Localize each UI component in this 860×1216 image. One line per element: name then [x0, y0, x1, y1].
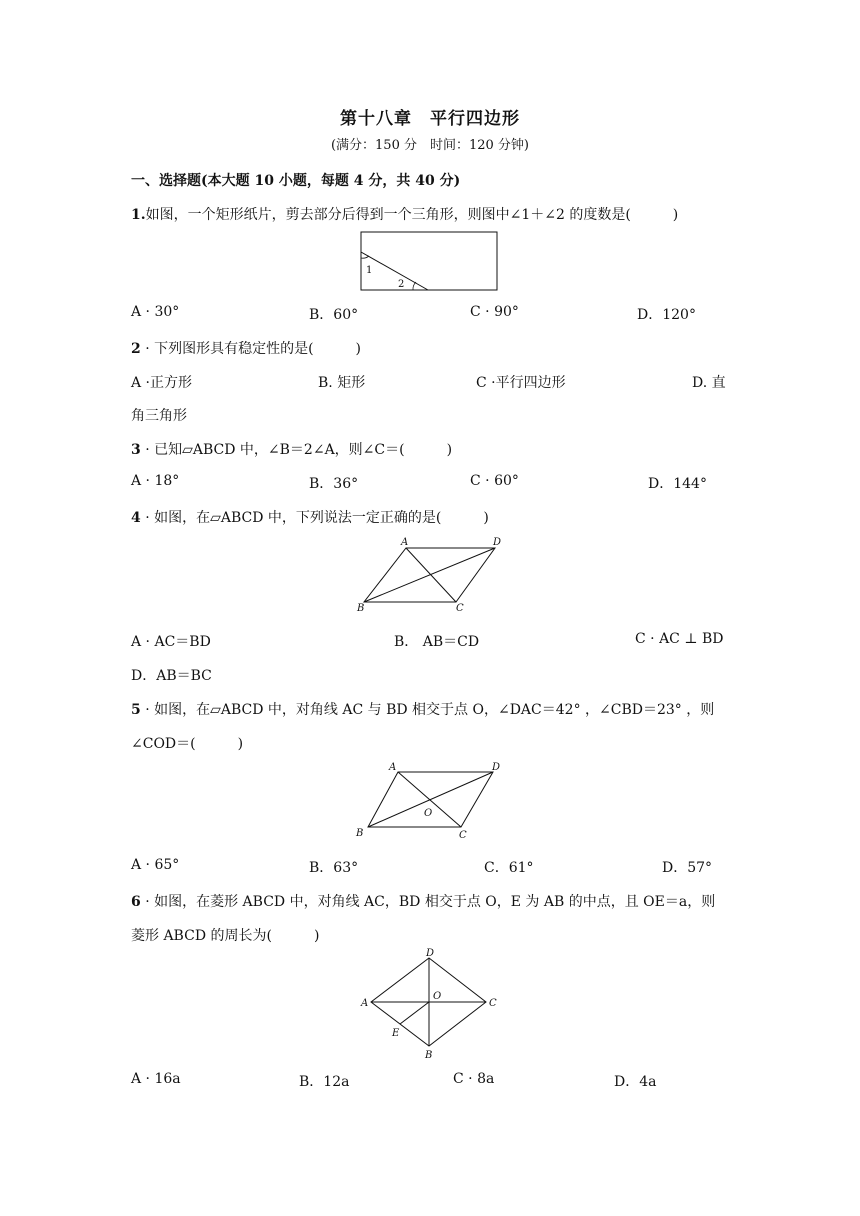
- option-b: B．63°: [309, 860, 359, 876]
- section-heading: 一、选择题(本大题 10 小题，每题 4 分，共 40 分): [131, 173, 461, 189]
- option-c: C · 8a: [453, 1071, 495, 1087]
- vertex-label: D: [492, 762, 501, 773]
- vertex-label: B: [357, 603, 365, 614]
- vertex-label: C: [489, 998, 497, 1009]
- question-number: 1.: [131, 207, 146, 223]
- option-c: C · 90°: [470, 304, 519, 320]
- vertex-label: O: [433, 991, 442, 1002]
- question-5: [131, 699, 714, 719]
- angle-label: 2: [398, 279, 405, 290]
- question-text: · 下列图形具有稳定性的是( ): [140, 341, 362, 357]
- option-b: B．60°: [309, 307, 359, 323]
- vertex-label: O: [424, 808, 433, 819]
- exam-info: (满分：150 分 时间：120 分钟): [330, 138, 530, 153]
- question-3: [131, 439, 452, 459]
- vertex-label: B: [356, 828, 364, 839]
- option-d: D．120°: [637, 307, 696, 323]
- vertex-label: C: [456, 603, 464, 614]
- vertex-label: B: [425, 1050, 433, 1061]
- option-d: D．144°: [648, 476, 707, 492]
- question-4: [131, 507, 489, 527]
- vertex-label: A: [401, 537, 409, 548]
- option-c: C · AC ⊥ BD: [635, 631, 724, 647]
- option-a: A ·正方形: [131, 375, 193, 391]
- option-b: B．36°: [309, 476, 359, 492]
- angle-label: 1: [366, 265, 373, 276]
- rectangle-figure: [355, 228, 505, 294]
- option-a: A · 65°: [131, 857, 180, 873]
- option-d: D．57°: [662, 860, 713, 876]
- question-text-continuation: ∠COD＝( ): [131, 736, 244, 752]
- option-d-continuation: 角三角形: [131, 408, 187, 424]
- option-d: D. 直: [692, 375, 726, 391]
- question-number: 2: [131, 341, 141, 357]
- option-d: D．AB＝BC: [131, 668, 212, 684]
- question-number: 5: [131, 702, 141, 718]
- parallelogram-figure: [350, 760, 510, 842]
- option-b: B． AB＝CD: [394, 634, 480, 650]
- question-2: [131, 338, 361, 358]
- question-text: · 如图，在▱ABCD 中，对角线 AC 与 BD 相交于点 O，∠DAC＝42° ，∠CBD＝23° ，则: [140, 702, 715, 718]
- option-c: C ·平行四边形: [476, 375, 566, 391]
- parallelogram-figure: [350, 536, 510, 618]
- question-number: 4: [131, 510, 141, 526]
- question-6: [131, 891, 715, 911]
- option-a: A · 30°: [131, 304, 180, 320]
- vertex-label: A: [361, 998, 369, 1009]
- question-number: 6: [131, 894, 141, 910]
- vertex-label: D: [493, 537, 502, 548]
- question-text: · 已知▱ABCD 中，∠B＝2∠A，则∠C＝( ): [140, 442, 453, 458]
- vertex-label: C: [459, 830, 467, 841]
- question-number: 3: [131, 442, 141, 458]
- rhombus-figure: [355, 946, 505, 1064]
- option-d: D．4a: [614, 1074, 657, 1090]
- vertex-label: D: [426, 948, 435, 959]
- question-text: · 如图，在▱ABCD 中，下列说法一定正确的是( ): [140, 510, 489, 526]
- question-text: 如图，一个矩形纸片，剪去部分后得到一个三角形，则图中∠1＋∠2 的度数是( ): [145, 207, 679, 223]
- vertex-label: E: [392, 1028, 400, 1039]
- question-text-continuation: 菱形 ABCD 的周长为( ): [131, 928, 320, 944]
- option-a: A · 16a: [131, 1071, 181, 1087]
- option-b: B．12a: [299, 1074, 350, 1090]
- option-a: A · 18°: [131, 473, 180, 489]
- option-c: C．61°: [484, 860, 534, 876]
- option-a: A · AC＝BD: [131, 634, 211, 650]
- vertex-label: A: [389, 762, 397, 773]
- question-1: [131, 204, 678, 224]
- page-title: 第十八章 平行四边形: [340, 109, 520, 129]
- option-b: B. 矩形: [318, 375, 366, 391]
- option-c: C · 60°: [470, 473, 519, 489]
- question-text: · 如图，在菱形 ABCD 中，对角线 AC，BD 相交于点 O，E 为 AB 的中点，且 OE＝a，则: [140, 894, 716, 910]
